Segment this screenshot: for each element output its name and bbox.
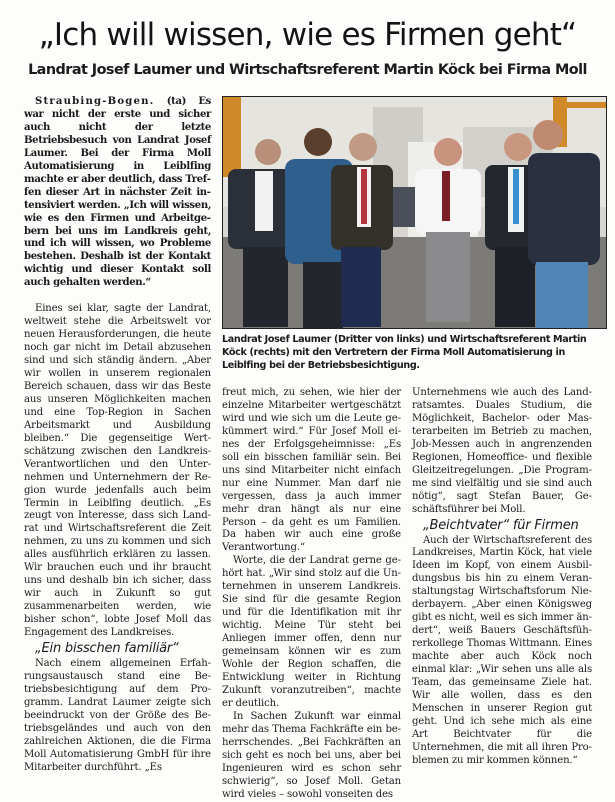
headline: „Ich will wissen, wie es Firmen geht“ — [38, 17, 577, 53]
section-subtitle: „Ein bisschen familiär“ — [35, 641, 179, 657]
body-paragraph: freut mich, zu sehen, wie hier der einzelne Mitarbeiter wertgeschätzt wird und wie sich um die Leute gekümmert wird.“ Für Josef Moll eines der Erfolgsgeheimnisse: „Es soll ein bisschen familiär sein. Bei uns sind Mitarbeiter nicht einfach nur eine Nummer. Man darf nie vergessen, dass ja auch immer mehr dran hängt als nur eine Person – da geht es um Familien. Da haben wir auch eine große Verantwortung.“ — [222, 387, 401, 554]
photo-caption: Landrat Josef Laumer (Dritter von links) und Wirtschaftsreferent Martin Köck (rechts) mit den Vertretern der Firma Moll Automatisierung in Leiblfing bei der Betriebsbesichtigung. — [222, 334, 587, 371]
article-photo — [222, 96, 607, 329]
body-paragraph: Worte, die der Landrat gerne gehört hat. „Wir sind stolz auf die Unternehmen in unserem Landkreis. Sie sind für die gesamte Region und für die Identifikation mit ihr wichtig. Meine Tür steht bei Anliegen immer offen, denn nur gemeinsam können wir es zum Wohle der Region schaffen, die Entwicklung weiter in Richtung Zukunft voranzutreiben“, machte er deutlich. — [222, 555, 401, 709]
body-paragraph: Unternehmens wie auch des Landratsamtes. Duales Studium, die Möglichkeit, Bachelor- oder Masterarbeiten im Betrieb zu machen, Job-Messen auch in angrenzenden Regionen, Homeoffice- und flexible Gleitzeitregelungen. „Die Programme sind vielfältig und sie sind auch nötig“, sagt Stefan Bauer, Geschäftsführer bei Moll. — [412, 387, 592, 515]
article-column-3 — [412, 387, 592, 768]
section-subtitle: „Beichtvater“ für Firmen — [423, 517, 579, 533]
article-column-1 — [24, 96, 211, 775]
article-column-2 — [222, 387, 401, 802]
factory-visit-photo — [223, 97, 607, 329]
body-paragraph: Eines sei klar, sagte der Landrat, weltweit stehe die Arbeitswelt vor neuen Herausforderungen, die heute noch gar nicht im Detail abzusehen sind und sich ständig ändern. „Aber wir wollen in unserem regionalen Bereich schauen, dass wir das Beste aus unseren Möglichkeiten machen und eine Top-Region in Sachen Arbeitsmarkt und Ausbildung bleiben.“ Die gegenseitige Wertschätzung zwischen den Landkreis-Verantwortlichen und den Unternehmen und Unternehmern der Region wurde jedenfalls auch beim Termin in Leiblfing deutlich. „Es zeugt von Interesse, dass sich Landrat und Wirtschaftsreferent die Zeit nehmen, zu uns zu kommen und sich alles ausführlich erklären zu lassen. Wir brauchen euch und ihr braucht uns und deshalb bin ich sicher, dass wir auch in Zukunft so gut zusammenarbeiten werden, wie bisher schon“, lobte Josef Moll das Engagement des Landkreises. — [24, 303, 211, 639]
lead-paragraph — [24, 96, 211, 290]
body-paragraph: In Sachen Zukunft war einmal mehr das Thema Fachkräfte ein beherrschendes. „Bei Fachkräften an sich geht es noch bei uns, aber bei Ingenieuren wird es schon sehr schwierig“, so Josef Moll. Getan wird vieles – sowohl vonseiten des — [222, 710, 401, 800]
dateline: Straubing-Bogen. — [35, 96, 155, 107]
body-paragraph: Nach einem allgemeinen Erfahrungsaustausch stand eine Betriebsbesichtigung auf dem Programm. Landrat Laumer zeigte sich beeindruckt von der Größe des Betriebsgeländes und auch von den zahlreichen Aktionen, die die Firma Moll Automatisierung GmbH für ihre Mitarbeiter durchführt. „Es — [24, 658, 211, 773]
lead-text: (ta) Es war nicht der erste und sicher auch nicht der letzte Betriebsbesuch von Landrat Josef Laumer. Bei der Firma Moll Automatisierung in Leiblfing machte er aber deutlich, dass Treffen dieser Art in nächster Zeit intensiviert werden. „Ich will wissen, wie es den Firmen und Arbeitgebern bei uns im Landkreis geht, und ich will wissen, wo Probleme bestehen. Deshalb ist der Kontakt wichtig und dieser Kontakt soll auch gehalten werden.“ — [24, 96, 211, 289]
subheadline: Landrat Josef Laumer und Wirtschaftsreferent Martin Köck bei Firma Moll — [28, 62, 587, 78]
body-paragraph: Auch der Wirtschaftsreferent des Landkreises, Martin Köck, hat viele Ideen im Kopf, von einem Ausbildungsbus bis hin zu einem Veranstaltungstag Wirtschaftsforum Niederbayern. „Aber einen Königsweg gibt es nicht, weil es sich immer ändert“, weiß Bauers Geschäftsführerkollege Thomas Wittmann. Eines machte aber auch Köck noch einmal klar: „Wir sehen uns alle als Team, das gemeinsame Ziele hat. Wir alle wollen, dass es den Menschen in unserer Region gut geht. Und ich sehe mich als eine Art Beichtvater für die Unternehmen, die mit all ihren Problemen zu mir kommen können.“ — [412, 534, 592, 766]
